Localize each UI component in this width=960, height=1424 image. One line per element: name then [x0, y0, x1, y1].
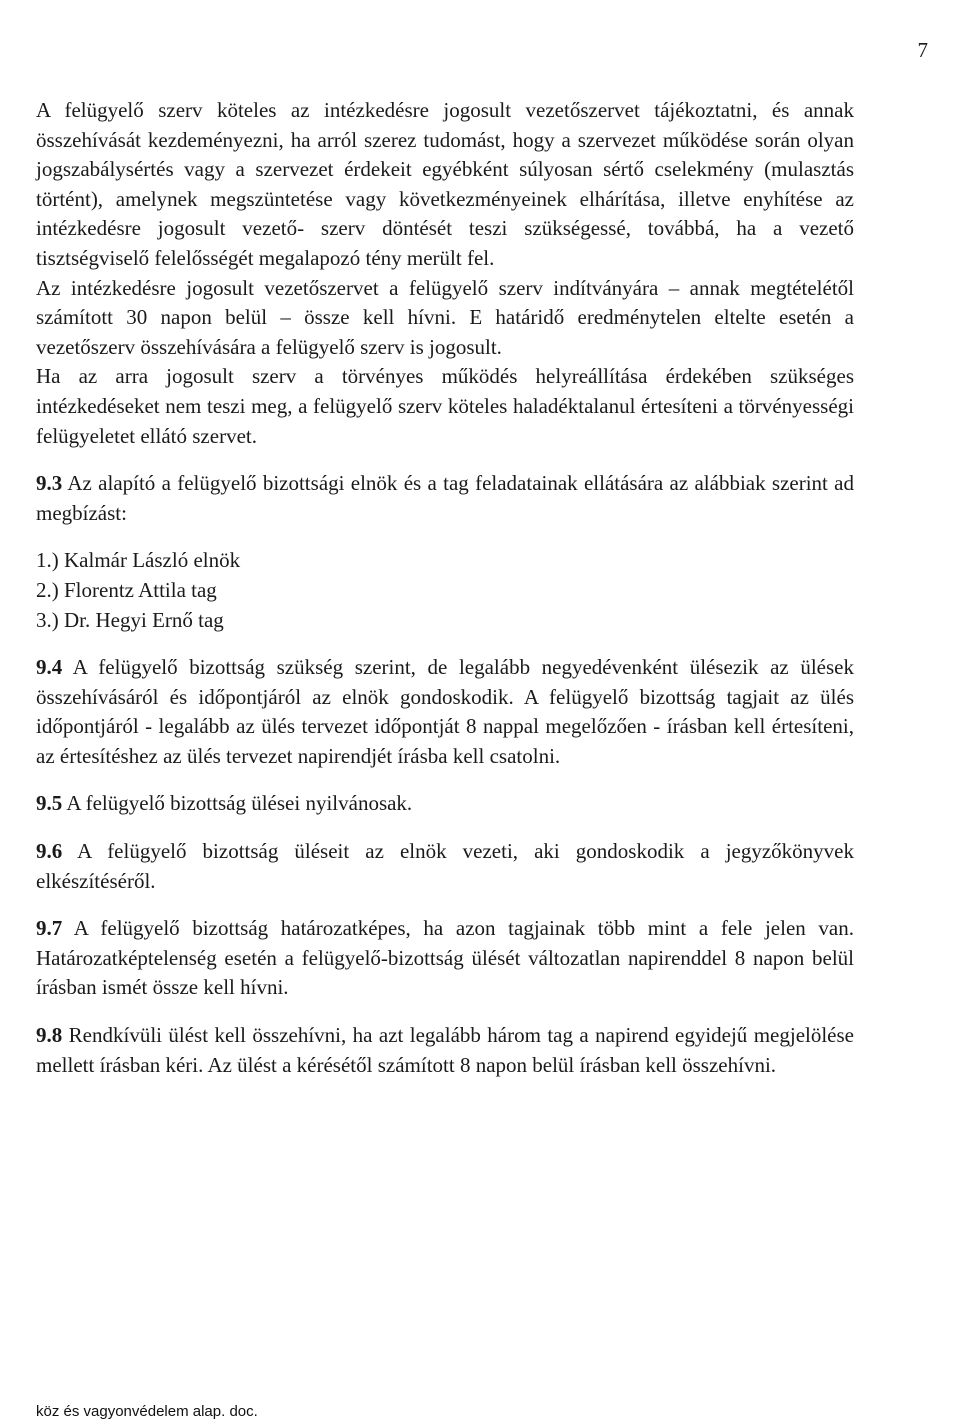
- section-number: 9.4: [36, 655, 63, 680]
- list-item: 3.) Dr. Hegyi Ernő tag: [36, 607, 224, 632]
- section-text: A felügyelő bizottság szükség szerint, de legalább negyedévenként ülésezik az ülések összehívásáról és időpontjáról az elnök gondoskodik. A felügyelő bizottság tagjait az ülés időpontjáról - legalább az ülés tervezet időpontját 8 nappal megelőzően - írásban kell értesíteni, az értesítéshez az ülés tervezet napirendjét írásba kell csatolni.: [36, 655, 854, 768]
- document-body: [36, 96, 854, 1080]
- section-number: 9.5: [36, 791, 63, 816]
- section-text: Az alapító a felügyelő bizottsági elnök és a tag feladatainak ellátására az alábbiak szerint ad megbízást:: [36, 471, 854, 525]
- section-9-3: [36, 469, 854, 528]
- paragraph-legality-notice: Ha az arra jogosult szerv a törvényes működés helyreállítása érdekében szükséges intézkedéseket nem teszi meg, a felügyelő szerv köteles haladéktalanul értesíteni a törvényességi felügyeletet ellátó szervet.: [36, 364, 854, 448]
- section-9-8: [36, 1021, 854, 1080]
- list-item: 1.) Kalmár László elnök: [36, 548, 241, 573]
- section-number: 9.7: [36, 916, 63, 941]
- member-list: [36, 546, 854, 635]
- section-text: A felügyelő bizottság határozatképes, ha azon tagjainak több mint a fele jelen van. Határozatképtelenség esetén a felügyelő-bizottság ülését változatlan napirenddel 8 napon belül írásban ismét össze kell hívni.: [36, 916, 854, 1000]
- page-number: 7: [917, 38, 928, 62]
- list-item: 2.) Florentz Attila tag: [36, 577, 217, 602]
- paragraph-convening: Az intézkedésre jogosult vezetőszervet a felügyelő szerv indítványára – annak megtételétől számított 30 napon belül – össze kell hívni. E határidő eredménytelen eltelte esetén a vezetőszerv összehívására a felügyelő szerv is jogosult.: [36, 275, 854, 359]
- section-number: 9.8: [36, 1023, 63, 1048]
- section-text: Rendkívüli ülést kell összehívni, ha azt legalább három tag a napirend egyidejű megjelölése mellett írásban kéri. Az ülést a kérésétől számított 8 napon belül írásban kell összehívni.: [36, 1023, 854, 1077]
- section-9-7: [36, 914, 854, 1003]
- section-9-4: [36, 653, 854, 771]
- section-text: A felügyelő bizottság ülései nyilvánosak.: [62, 791, 413, 816]
- section-9-5: [36, 789, 854, 819]
- section-text: A felügyelő bizottság üléseit az elnök vezeti, aki gondoskodik a jegyzőkönyvek elkészítéséről.: [36, 839, 854, 893]
- section-9-6: [36, 837, 854, 896]
- section-number: 9.3: [36, 471, 63, 496]
- paragraph-supervisor-duty: A felügyelő szerv köteles az intézkedésre jogosult vezetőszervet tájékoztatni, és annak összehívását kezdeményezni, ha arról szerez tudomást, hogy a szervezet működése során olyan jogszabálysértés vagy a szervezet érdekeit egyébként súlyosan sértő cselekmény (mulasztás történt), amelynek megszüntetése vagy következményeinek elhárítása, illetve enyhítése az intézkedésre jogosult vezető- szerv döntését teszi szükségessé, továbbá, ha a vezető tisztségviselő felelősségét megalapozó tény merült fel.: [36, 98, 854, 270]
- document-footer: köz és vagyonvédelem alap. doc.: [36, 1403, 258, 1420]
- section-number: 9.6: [36, 839, 63, 864]
